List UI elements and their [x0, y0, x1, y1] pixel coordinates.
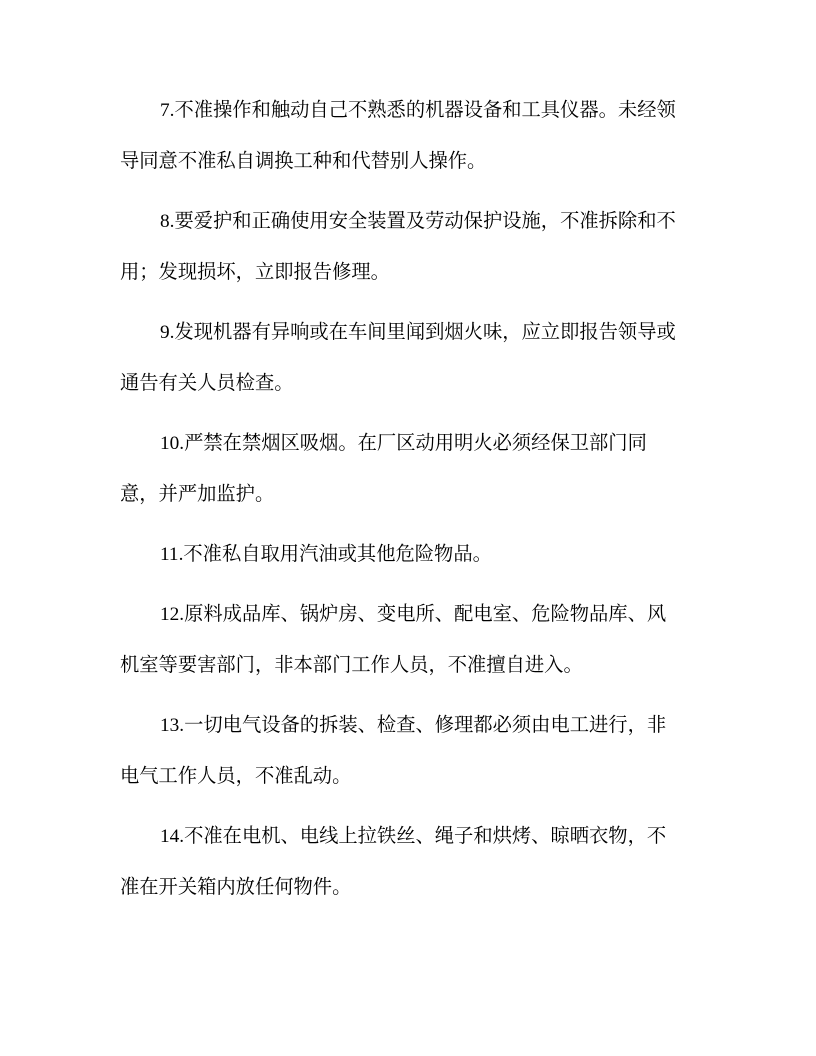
text-line: 12.原料成品库、锅炉房、变电所、配电室、危险物品库、风 — [160, 604, 667, 625]
text-line: 7.不准操作和触动自己不熟悉的机器设备和工具仪器。未经领 — [160, 100, 676, 121]
text-line: 8.要爱护和正确使用安全装置及劳动保护设施，不准拆除和不 — [160, 211, 676, 232]
text-line: 用；发现损坏，立即报告修理。 — [120, 262, 390, 283]
paragraph-rule-7 — [120, 96, 700, 198]
paragraph-rule-14 — [120, 822, 700, 924]
text-line: 准在开关箱内放任何物件。 — [120, 877, 352, 898]
paragraph-rule-9 — [120, 318, 700, 420]
text-line: 电气工作人员，不准乱动。 — [120, 766, 352, 787]
text-line: 意，并严加监护。 — [120, 484, 275, 505]
paragraph-rule-12 — [120, 600, 700, 702]
text-line: 机室等要害部门，非本部门工作人员，不准擅自进入。 — [120, 655, 583, 676]
paragraph-rule-11 — [120, 540, 700, 591]
text-line: 导同意不准私自调换工种和代替别人操作。 — [120, 151, 487, 172]
text-line: 11.不准私自取用汽油或其他危险物品。 — [160, 544, 492, 565]
document-page — [120, 96, 700, 933]
paragraph-rule-10 — [120, 429, 700, 531]
text-line: 14.不准在电机、电线上拉铁丝、绳子和烘烤、晾晒衣物，不 — [160, 826, 667, 847]
text-line: 通告有关人员检查。 — [120, 373, 294, 394]
text-line: 13.一切电气设备的拆装、检查、修理都必须由电工进行，非 — [160, 715, 667, 736]
paragraph-rule-13 — [120, 711, 700, 813]
text-line: 9.发现机器有异响或在车间里闻到烟火味，应立即报告领导或 — [160, 322, 676, 343]
paragraph-rule-8 — [120, 207, 700, 309]
text-line: 10.严禁在禁烟区吸烟。在厂区动用明火必须经保卫部门同 — [160, 433, 647, 454]
